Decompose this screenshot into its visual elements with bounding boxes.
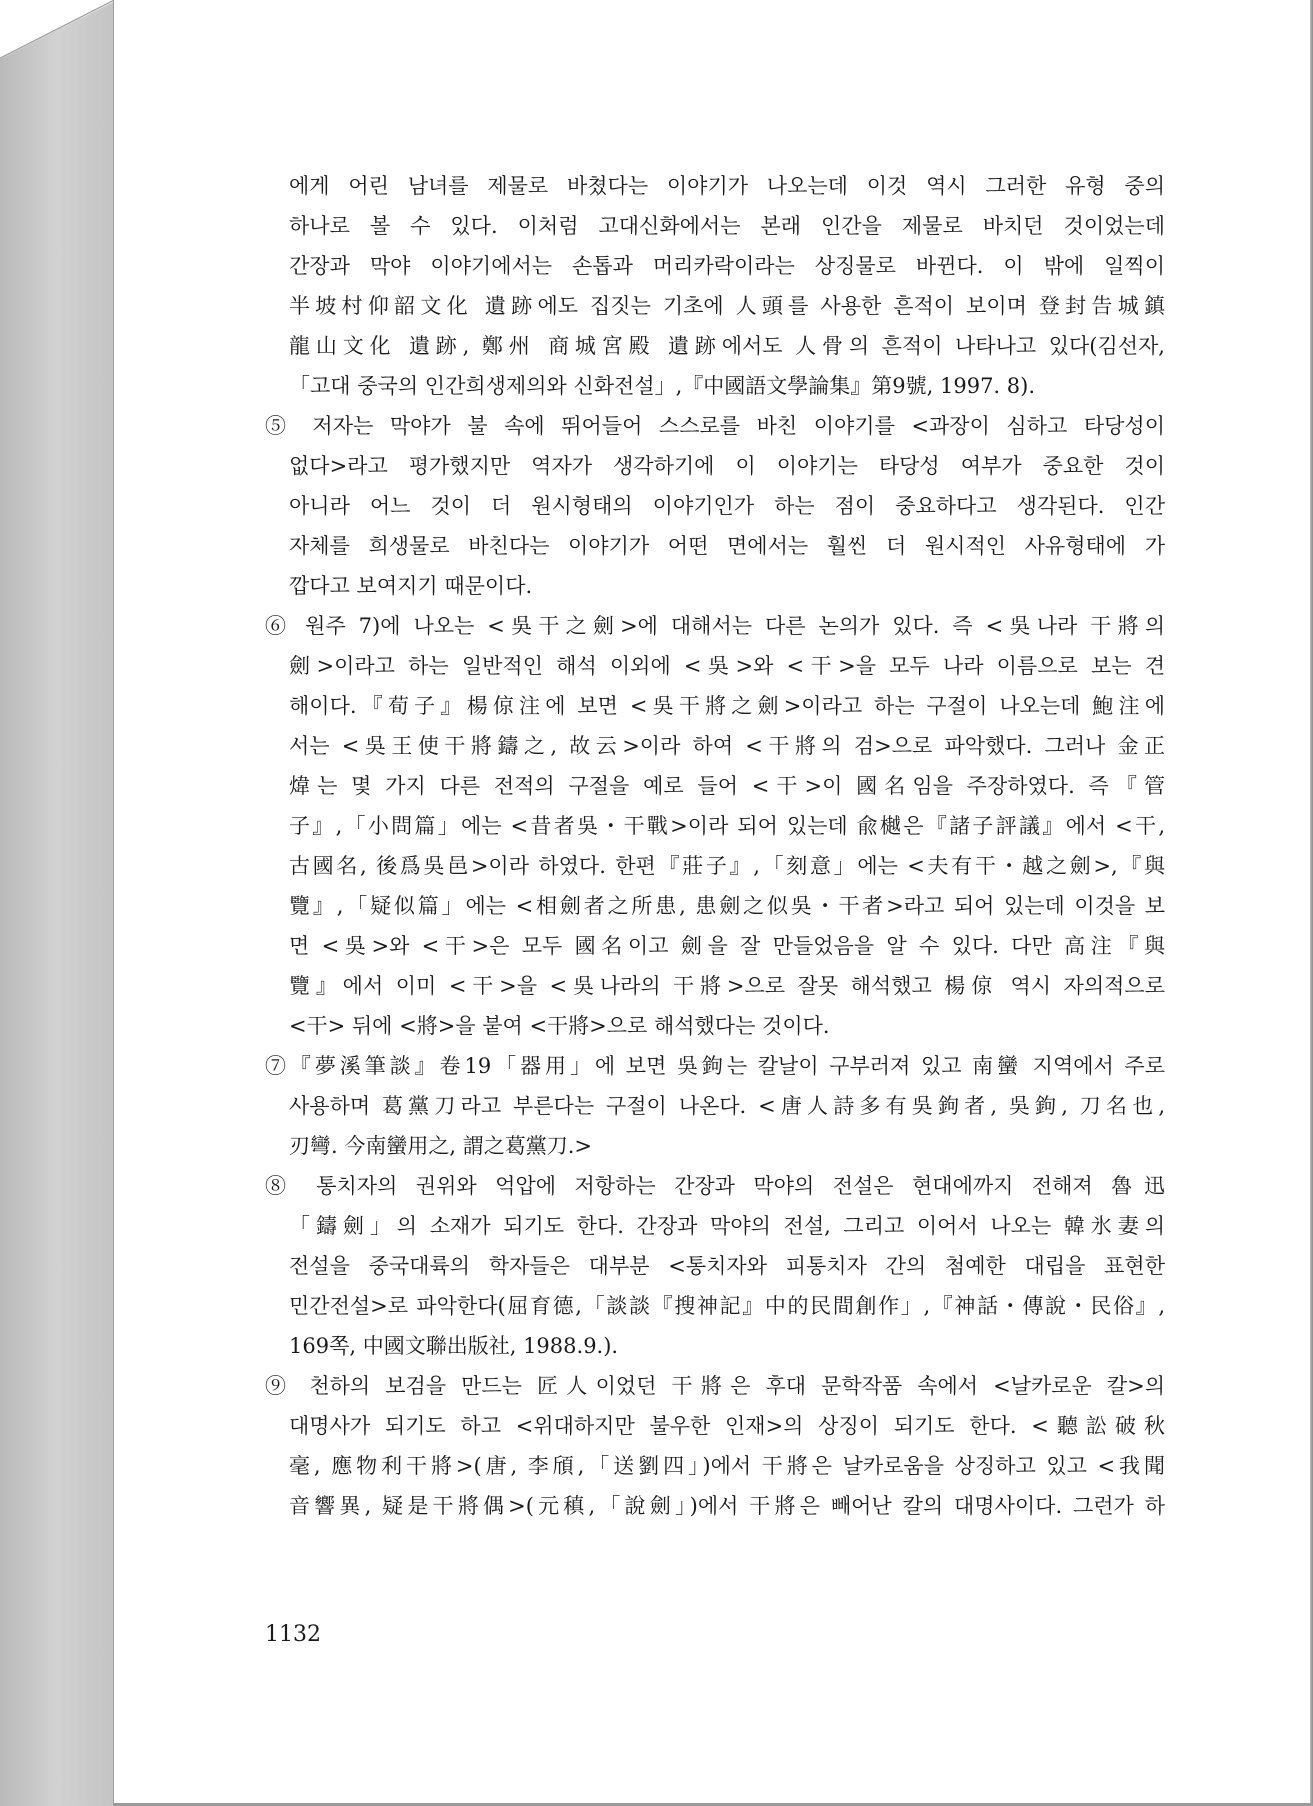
text-line: 하나로 볼 수 있다. 이처럼 고대신화에서는 본래 인간을 제물로 바치던 것이었는데 xyxy=(289,214,1165,238)
text-line: 없다>라고 평가했지만 역자가 생각하기에 이 이야기는 타당성 여부가 중요한 것이 xyxy=(289,454,1165,478)
text-line: 劍>이라고 하는 일반적인 해석 이외에 <吳>와 <干>을 모두 나라 이름으로 보는 견 xyxy=(289,654,1165,678)
note-continuation xyxy=(265,166,1165,406)
text-line: 「고대 중국의 인간희생제의와 신화전설」,『中國語文學論集』第9號, 1997. 8). xyxy=(289,374,1036,398)
text-line: 전설을 중국대륙의 학자들은 대부분 <통치자와 피통치자 간의 첨예한 대립을 표현한 xyxy=(289,1254,1165,1278)
text-line: <干> 뒤에 <將>을 붙여 <干將>으로 해석했다는 것이다. xyxy=(289,1014,830,1038)
notes-text-block xyxy=(265,166,1165,1526)
text-line: 音響異, 疑是干將偶>(元稹,「說劍」)에서 干將은 빼어난 칼의 대명사이다. 그런가 하 xyxy=(289,1494,1165,1518)
note-8 xyxy=(265,1166,1165,1366)
text-line: 면 <吳>와 <干>은 모두 國名이고 劍을 잘 만들었음을 알 수 있다. 다만 高注『與 xyxy=(289,934,1165,958)
note-6 xyxy=(265,606,1165,1046)
note-7 xyxy=(265,1046,1165,1166)
note-9 xyxy=(265,1366,1165,1526)
text-line: 에게 어린 남녀를 제물로 바쳤다는 이야기가 나오는데 이것 역시 그러한 유형 중의 xyxy=(289,174,1165,198)
text-line: 서는 <吳王使干將鑄之, 故云>이라 하여 <干將의 검>으로 파악했다. 그러나 金正 xyxy=(289,734,1165,758)
text-line: 覽』,「疑似篇」에는 <相劍者之所患, 患劍之似吳・干者>라고 되어 있는데 이것을 보 xyxy=(289,894,1165,918)
text-line: 간장과 막야 이야기에서는 손톱과 머리카락이라는 상징물로 바뀐다. 이 밖에 일찍이 xyxy=(289,254,1165,278)
text-line: ⑤ 저자는 막야가 불 속에 뛰어들어 스스로를 바친 이야기를 <과장이 심하고 타당성이 xyxy=(265,414,1165,438)
text-line: ⑥ 원주 7)에 나오는 <吳干之劍>에 대해서는 다른 논의가 있다. 즉 <吳나라 干將의 xyxy=(265,614,1165,638)
text-line: 龍山文化 遺跡, 鄭州 商城宮殿 遺跡에서도 人骨의 흔적이 나타나고 있다(김선자, xyxy=(289,334,1165,358)
page-number: 1132 xyxy=(265,1622,321,1647)
text-line: 覽』에서 이미 <干>을 <吳나라의 干將>으로 잘못 해석했고 楊倞 역시 자의적으로 xyxy=(289,974,1165,998)
text-line: 古國名, 後爲吳邑>이라 하였다. 한편『莊子』,「刻意」에는 <夫有干・越之劍>,『與 xyxy=(289,854,1165,878)
text-line: ⑦『夢溪筆談』卷19「器用」에 보면 吳鉤는 칼날이 구부러져 있고 南蠻 지역에서 주로 xyxy=(265,1054,1165,1078)
text-line: 대명사가 되기도 하고 <위대하지만 불우한 인재>의 상징이 되기도 한다. <聽訟破秋 xyxy=(289,1414,1165,1438)
text-line: 해이다.『荀子』楊倞注에 보면 <吳干將之劍>이라고 하는 구절이 나오는데 鮑注에 xyxy=(289,694,1165,718)
text-line: 「鑄劍」의 소재가 되기도 한다. 간장과 막야의 전설, 그리고 이어서 나오는 韓氷妻의 xyxy=(289,1214,1165,1238)
text-line: 민간전설>로 파악한다(屈育德,「談談『搜神記』中的民間創作」,『神話・傳說・民俗』, xyxy=(289,1294,1165,1318)
text-line: 169쪽, 中國文聯出版社, 1988.9.). xyxy=(289,1334,619,1358)
text-line: 毫, 應物利干將>(唐, 李頎,「送劉四」)에서 干將은 날카로움을 상징하고 있고 <我聞 xyxy=(289,1454,1165,1478)
text-line: 자체를 희생물로 바친다는 이야기가 어떤 면에서는 훨씬 더 원시적인 사유형태에 가 xyxy=(289,534,1165,558)
text-line: 깝다고 보여지기 때문이다. xyxy=(289,574,533,598)
text-line: ⑨ 천하의 보검을 만드는 匠人이었던 干將은 후대 문학작품 속에서 <날카로운 칼>의 xyxy=(265,1374,1165,1398)
text-line: 사용하며 葛黨刀라고 부른다는 구절이 나온다. <唐人詩多有吳鉤者, 吳鉤, 刀名也, xyxy=(289,1094,1165,1118)
text-line: 刃彎. 今南蠻用之, 謂之葛黨刀.> xyxy=(289,1134,592,1158)
note-5 xyxy=(265,406,1165,606)
text-line: 煒는 몇 가지 다른 전적의 구절을 예로 들어 <干>이 國名임을 주장하였다. 즉『管 xyxy=(289,774,1165,798)
text-line: 아니라 어느 것이 더 원시형태의 이야기인가 하는 점이 중요하다고 생각된다. 인간 xyxy=(289,494,1165,518)
text-line: 半坡村仰韶文化 遺跡에도 집짓는 기초에 人頭를 사용한 흔적이 보이며 登封告城鎮 xyxy=(289,294,1165,318)
text-line: 子』,「小問篇」에는 <昔者吳・干戰>이라 되어 있는데 兪樾은『諸子評議』에서 <干, xyxy=(289,814,1165,838)
text-line: ⑧ 통치자의 권위와 억압에 저항하는 간장과 막야의 전설은 현대에까지 전해져 魯迅 xyxy=(265,1174,1165,1198)
